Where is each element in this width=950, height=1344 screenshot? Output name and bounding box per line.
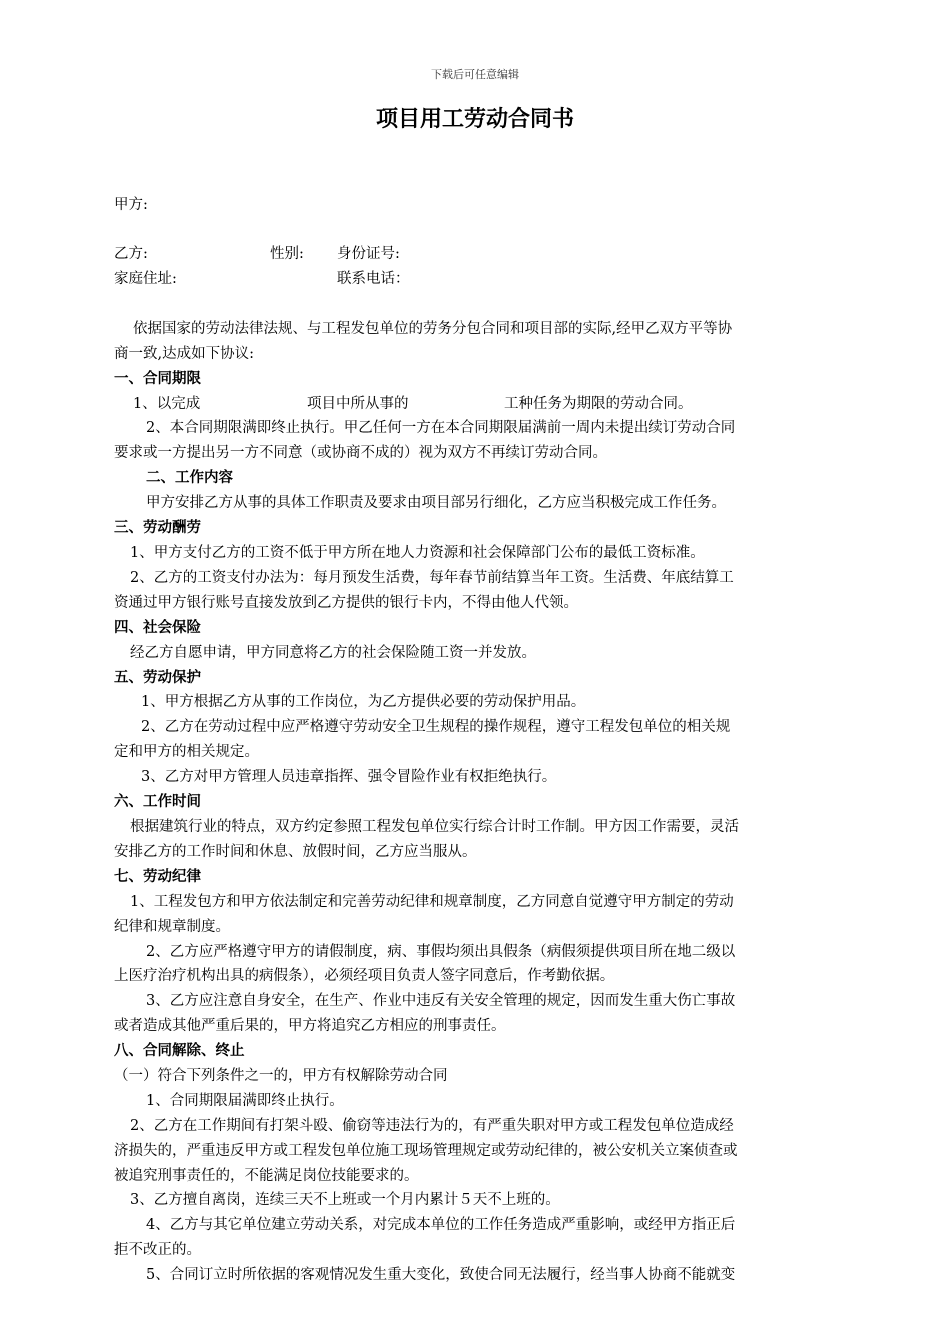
paragraph-line: 济损失的，严重违反甲方或工程发包单位施工现场管理规定或劳动纪律的，被公安机关立案侦查或 [114, 1143, 738, 1159]
paragraph-line: 要求或一方提出另一方不同意（或协商不成的）视为双方不再续订劳动合同。 [114, 445, 607, 461]
paragraph-line: 1、工程发包方和甲方依法制定和完善劳动纪律和规章制度，乙方同意自觉遵守甲方制定的劳动 [130, 894, 734, 910]
id-number-label: 身份证号: [337, 246, 400, 262]
paragraph-line: 2、乙方在劳动过程中应严格遵守劳动安全卫生规程的操作规程，遵守工程发包单位的相关规 [141, 719, 731, 735]
intro-line: 依据国家的劳动法律法规、与工程发包单位的劳务分包合同和项目部的实际,经甲乙双方平等协 [133, 321, 733, 337]
paragraph-line: 3、乙方对甲方管理人员违章指挥、强令冒险作业有权拒绝执行。 [141, 769, 557, 785]
paragraph-line: 经乙方自愿申请，甲方同意将乙方的社会保险随工资一并发放。 [130, 645, 536, 661]
paragraph-line: 纪律和规章制度。 [114, 919, 230, 935]
page-header-note: 下载后可任意编辑 [431, 68, 519, 81]
phone-label: 联系电话： [337, 271, 410, 287]
paragraph-line: 1、甲方支付乙方的工资不低于甲方所在地人力资源和社会保障部门公布的最低工资标准。 [130, 545, 705, 561]
paragraph-line: 4、乙方与其它单位建立劳动关系，对完成本单位的工作任务造成严重影响，或经甲方指正后 [146, 1217, 736, 1233]
term-part: 1、以完成 [133, 396, 201, 412]
party-a-label: 甲方: [114, 197, 148, 213]
paragraph-line: 2、乙方应严格遵守甲方的请假制度，病、事假均须出具假条（病假须提供项目所在地二级以 [146, 944, 736, 960]
party-b-row [114, 245, 834, 264]
paragraph-line: 甲方安排乙方从事的具体工作职责及要求由项目部另行细化，乙方应当积极完成工作任务。 [146, 495, 726, 511]
section-heading: 二、工作内容 [146, 470, 233, 486]
paragraph-line: 2、乙方的工资支付办法为：每月预发生活费，每年春节前结算当年工资。生活费、年底结算工 [130, 570, 734, 586]
party-b-name-label: 乙方: [114, 246, 148, 262]
paragraph-line: 根据建筑行业的特点，双方约定参照工程发包单位实行综合计时工作制。甲方因工作需要，灵活 [130, 819, 739, 835]
paragraph-line [133, 395, 733, 414]
paragraph-line: 2、乙方在工作期间有打架斗殴、偷窃等违法行为的，有严重失职对甲方或工程发包单位造成经 [130, 1118, 734, 1134]
paragraph-line: 定和甲方的相关规定。 [114, 744, 259, 760]
paragraph-line: 5、合同订立时所依据的客观情况发生重大变化，致使合同无法履行，经当事人协商不能就变 [146, 1267, 736, 1283]
section-heading: 三、劳动酬劳 [114, 520, 201, 536]
paragraph-line: 被追究刑事责任的，不能满足岗位技能要求的。 [114, 1168, 419, 1184]
paragraph-line: 上医疗治疗机构出具的病假条），必须经项目负责人签字同意后，作考勤依据。 [114, 968, 615, 984]
gender-label: 性别: [270, 246, 304, 262]
section-heading: 八、合同解除、终止 [114, 1043, 245, 1059]
address-row [114, 270, 834, 289]
section-heading: 五、劳动保护 [114, 670, 201, 686]
document-title: 项目用工劳动合同书 [375, 107, 574, 132]
section-heading: 七、劳动纪律 [114, 869, 201, 885]
paragraph-line: 2、本合同期限满即终止执行。甲乙任何一方在本合同期限届满前一周内未提出续订劳动合同 [146, 420, 736, 436]
section-heading: 四、社会保险 [114, 620, 201, 636]
paragraph-line: 或者造成其他严重后果的，甲方将追究乙方相应的刑事责任。 [114, 1018, 506, 1034]
paragraph-line: 资通过甲方银行账号直接发放到乙方提供的银行卡内，不得由他人代领。 [114, 595, 578, 611]
section-heading: 六、工作时间 [114, 794, 201, 810]
paragraph-line: 1、合同期限届满即终止执行。 [146, 1093, 344, 1109]
subsection-heading: （一）符合下列条件之一的，甲方有权解除劳动合同 [114, 1068, 448, 1084]
paragraph-line: 3、乙方擅自离岗，连续三天不上班或一个月内累计５天不上班的。 [130, 1192, 560, 1208]
paragraph-line: 3、乙方应注意自身安全，在生产、作业中违反有关安全管理的规定，因而发生重大伤亡事故 [146, 993, 736, 1009]
term-part: 项目中所从事的 [307, 396, 409, 412]
paragraph-line: 1、甲方根据乙方从事的工作岗位，为乙方提供必要的劳动保护用品。 [141, 694, 586, 710]
address-label: 家庭住址: [114, 271, 177, 287]
term-part: 工种任务为期限的劳动合同。 [504, 396, 693, 412]
intro-line: 商一致,达成如下协议: [114, 346, 254, 362]
section-heading: 一、合同期限 [114, 371, 201, 387]
paragraph-line: 拒不改正的。 [114, 1242, 201, 1258]
paragraph-line: 安排乙方的工作时间和休息、放假时间，乙方应当服从。 [114, 844, 477, 860]
